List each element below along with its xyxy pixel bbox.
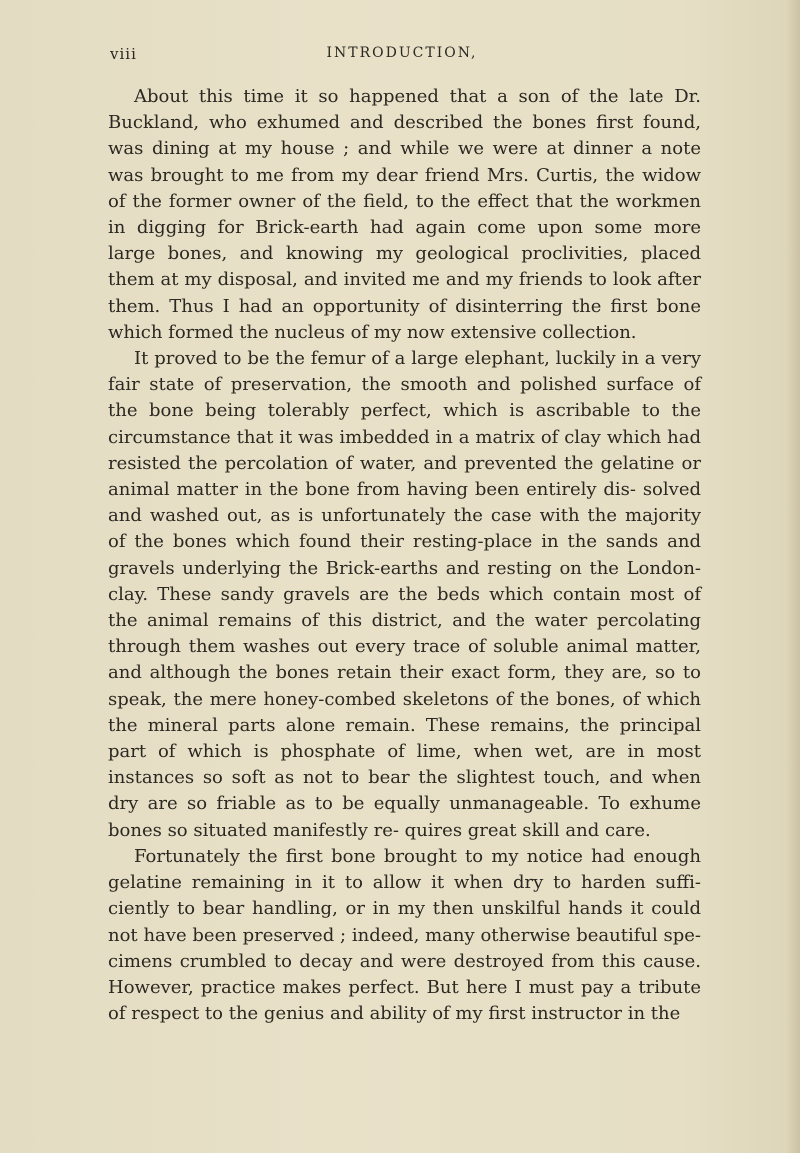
page-edge-shadow	[786, 0, 800, 1153]
paragraph: Fortunately the first bone brought to my notice had enough gelatine remaining in it to allow it when dry to harden suffi- ciently to bear handling, or in my then unskilful hands it could not have been preserved ; indeed, many otherwise beautiful spe- cimens crumbled to decay and were destroyed from this cause. However, practice makes perfect. But here I must pay a tribute of respect to the genius and ability of my first instructor in the	[108, 845, 701, 1025]
text-body	[108, 84, 701, 1027]
running-head: INTRODUCTION,	[326, 45, 478, 61]
page-header	[92, 45, 712, 69]
paragraph: It proved to be the femur of a large elephant, luckily in a very fair state of preservation, the smooth and polished surface of the bone being tolerably perfect, which is ascribable to the circumstance that it was imbedded in a matrix of clay which had resisted the percolation of water, and prevented the gelatine or animal matter in the bone from having been entirely dis- solved and washed out, as is unfortunately the case with the majority of the bones which found their resting-place in the sands and gravels underlying the Brick-earths and resting on the London-clay. These sandy gravels are the beds which contain most of the animal remains of this district, and the water percolating through them washes out every trace of soluble animal matter, and although the bones retain their exact form, they are, so to speak, the mere honey-combed skeletons of the bones, of which the mineral parts alone remain. These remains, the principal part of which is phosphate of lime, when wet, are in most instances so soft as not to bear the slightest touch, and when dry are so friable as to be equally unmanageable. To exhume bones so situated manifestly re- quires great skill and care.	[108, 348, 701, 841]
paragraph: About this time it so happened that a son of the late Dr. Buckland, who exhumed and described the bones first found, was dining at my house ; and while we were at dinner a note was brought to me from my dear friend Mrs. Curtis, the widow of the former owner of the field, to the effect that the workmen in digging for Brick-earth had again come upon some more large bones, and knowing my geological proclivities, placed them at my disposal, and invited me and my friends to look after them. Thus I had an opportunity of disinterring the first bone which formed the nucleus of my now extensive collection.	[108, 86, 701, 343]
page-number: viii	[110, 45, 137, 63]
